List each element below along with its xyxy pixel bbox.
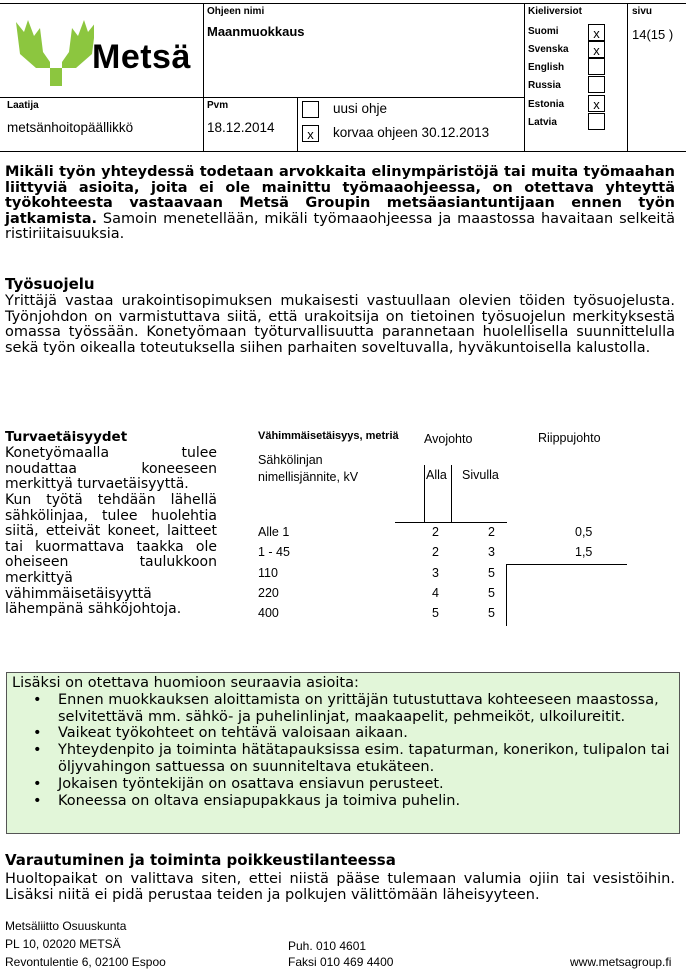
col-under: Alla <box>426 468 447 482</box>
author: metsänhoitopäällikkö <box>7 120 134 135</box>
footer-company: Metsäliitto Osuuskunta <box>5 919 127 933</box>
new-guide-label: uusi ohje <box>333 101 388 116</box>
author-label: Laatija <box>7 100 39 111</box>
checkbox-svenska[interactable]: x <box>588 41 605 58</box>
table-row-side: 5 <box>488 606 495 620</box>
list-item: • Yhteydenpito ja toiminta hätätapauksissa esim. tapaturman, konerikon, tulipalon tai öljyvahingon sattuessa on suunniteltava etukäteen. <box>7 742 679 776</box>
intro-normal-text: Samoin menetellään, mikäli työmaaohjeessa ja maastossa havaitaan selkeitä ristiriitaisuuksia. <box>5 210 675 243</box>
exceptions-heading: Varautuminen ja toiminta poikkeustilanteessa <box>5 851 396 869</box>
col-hanging-line: Riippujohto <box>538 431 601 445</box>
footer-website[interactable]: www.metsagroup.fi <box>570 955 672 969</box>
checkbox-suomi[interactable]: x <box>588 24 605 41</box>
table-row-kv: 110 <box>258 566 278 580</box>
intro-bold-text: Mikäli työn yhteydessä todetaan arvokkaita elinympäristöjä tai muita työmaahan liittyviä asioita, joita ei ole mainittu työmaaohjeessa, on otettava yhteyttä työkohteesta vastaavaan Metsä Groupin metsäasiantuntijaan ennen työn jatkamista. <box>5 164 675 227</box>
logo-text: Metsä <box>92 38 191 76</box>
language-versions-label: Kieliversiot <box>528 6 582 17</box>
col-side: Sivulla <box>462 468 499 482</box>
language-russia: Russia <box>528 80 561 91</box>
checkbox-estonia[interactable]: x <box>588 95 605 112</box>
distances-text-1: Konetyömaalla tulee noudattaa koneeseen merkittyä turvaetäisyyttä. <box>5 445 217 493</box>
col-voltage: Sähkölinjan nimellisjännite, kV <box>258 453 359 484</box>
footer-po-box: PL 10, 02020 METSÄ <box>5 937 121 951</box>
table-row-kv: 1 - 45 <box>258 545 290 559</box>
table-row-under: 3 <box>432 566 439 580</box>
date-label: Pvm <box>207 100 229 111</box>
language-latvia: Latvia <box>528 117 557 128</box>
table-row-side: 5 <box>488 586 495 600</box>
table-row-side: 2 <box>488 525 495 539</box>
col-open-line: Avojohto <box>424 432 473 446</box>
guide-name-label: Ohjeen nimi <box>207 6 265 17</box>
language-english: English <box>528 62 565 73</box>
checkbox-replaces[interactable]: x <box>302 125 319 142</box>
table-row-hanging: 0,5 <box>575 525 593 539</box>
footer-phone: Puh. 010 4601 <box>288 939 367 953</box>
replaces-label: korvaa ohjeen 30.12.2013 <box>333 125 490 140</box>
guide-name: Maanmuokkaus <box>207 24 305 39</box>
distances-heading: Turvaetäisyydet <box>5 429 128 445</box>
table-row-under: 2 <box>432 545 439 559</box>
table-row-kv: 400 <box>258 606 279 620</box>
footer-address: Revontulentie 6, 02100 Espoo <box>5 955 166 969</box>
table-row-kv: Alle 1 <box>258 525 290 539</box>
language-svenska: Svenska <box>528 44 569 55</box>
notes-list <box>7 692 679 810</box>
page-number: 14(15 ) <box>632 27 674 42</box>
table-row-under: 4 <box>432 586 439 600</box>
date: 18.12.2014 <box>207 120 275 135</box>
page-label: sivu <box>632 6 653 17</box>
safety-paragraph: Yrittäjä vastaa urakointisopimuksen mukaisesti vastuullaan olevien töiden työsuojelusta. Työnjohdon on varmistuttava siitä, että urakoitsija on tietoinen työsuojelun merkityksestä omassa työssään. Konetyömaan työturvallisuutta parannetaan huolellisella suunnittelulla sekä työn oikealla toteutuksella siihen parhaiten soveltuvalla, hyväkuntoisella kalustolla. <box>5 293 675 356</box>
language-suomi: Suomi <box>528 26 559 37</box>
footer-fax: Faksi 010 469 4400 <box>288 955 394 969</box>
list-item: • Jokaisen työntekijän on osattava ensiavun perusteet. <box>7 776 679 793</box>
table-row-under: 5 <box>432 606 439 620</box>
list-item: • Ennen muokkauksen aloittamista on yrittäjän tutustuttava kohteeseen maastossa, selvitettävä mm. sähkö- ja puhelinlinjat, maakaapelit, pehmeiköt, ulkoilureitit. <box>7 692 679 726</box>
notes-intro: Lisäksi on otettava huomioon seuraavia asioita: <box>12 675 359 691</box>
list-item: • Koneessa on oltava ensiapupakkaus ja toimiva puhelin. <box>7 793 679 810</box>
distances-text-2: Kun työtä tehdään lähellä sähkölinjaa, tulee huolehtia siitä, etteivät koneet, laitteet tai kuormattava taakka ole oheiseen taulukkoon merkittyä vähimmäisetäisyyttä lähempänä sähköjohtoja. <box>5 492 217 618</box>
safety-heading: Työsuojelu <box>5 275 95 293</box>
table-row-side: 3 <box>488 545 495 559</box>
table-title: Vähimmäisetäisyys, metriä <box>258 430 399 442</box>
table-row-side: 5 <box>488 566 495 580</box>
language-estonia: Estonia <box>528 99 565 110</box>
table-row-kv: 220 <box>258 586 279 600</box>
table-row-under: 2 <box>432 525 439 539</box>
list-item: • Vaikeat työkohteet on tehtävä valoisaan aikaan. <box>7 725 679 742</box>
notes-box <box>6 672 680 834</box>
exceptions-paragraph: Huoltopaikat on valittava siten, ettei niistä pääse tulemaan valumia ojiin tai vesistöihin. Lisäksi niitä ei pidä perustaa teiden ja polkujen välittömään läheisyyteen. <box>5 871 675 903</box>
table-row-hanging: 1,5 <box>575 545 593 559</box>
